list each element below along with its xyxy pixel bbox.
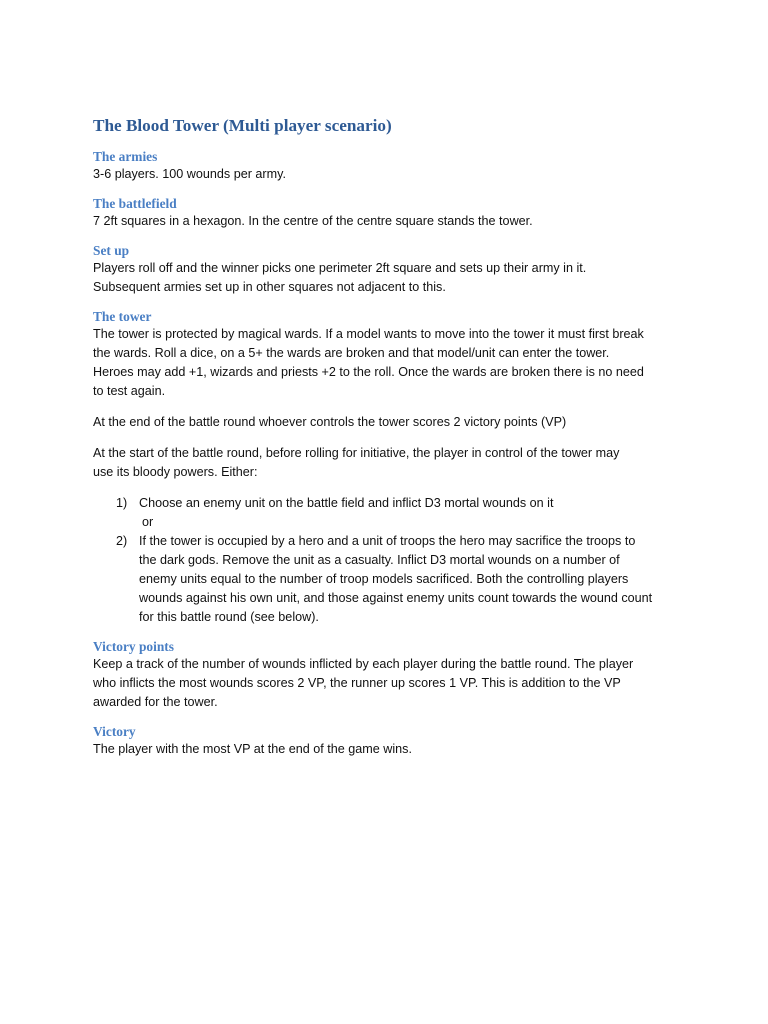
section-heading-setup: Set up [93,243,130,258]
section-heading-victory-points: Victory points [93,639,174,654]
victory-text: The player with the most VP at the end of the game wins. [93,742,412,756]
or-separator [93,513,685,532]
list-item-line: Choose an enemy unit on the battle field and inflict D3 mortal wounds on it [139,496,554,510]
list-item-line: wounds against his own unit, and those against enemy units count towards the wound count [139,591,653,605]
list-item-number: 1) [116,496,128,510]
tower-line: Heroes may add +1, wizards and priests +2 to the roll. Once the wards are broken there is no need [93,365,644,379]
tower-line: The tower is protected by magical wards. If a model wants to move into the tower it must first break [93,327,644,341]
list-item-line: If the tower is occupied by a hero and a unit of troops the hero may sacrifice the troops to [139,534,636,548]
document-title: The Blood Tower (Multi player scenario) [93,116,392,135]
list-item-number: 2) [116,534,128,548]
or-text: or [142,515,154,529]
list-item [93,532,685,627]
section-heading-battlefield: The battlefield [93,196,177,211]
section-victory-points [93,638,685,712]
tower-paragraph-2: At the end of the battle round whoever controls the tower scores 2 victory points (VP) [93,415,567,429]
list-item-line: enemy units equal to the number of troop models sacrificed. Both the controlling players [139,572,629,586]
section-armies [93,148,685,184]
battlefield-text: 7 2ft squares in a hexagon. In the centre of the centre square stands the tower. [93,214,533,228]
setup-line: Subsequent armies set up in other squares not adjacent to this. [93,280,446,294]
section-heading-tower: The tower [93,309,152,324]
tower-line: use its bloody powers. Either: [93,465,258,479]
victory-points-line: awarded for the tower. [93,695,218,709]
tower-line: to test again. [93,384,166,398]
tower-paragraph-1 [93,325,685,401]
document-page [93,114,685,759]
tower-line: At the start of the battle round, before rolling for initiative, the player in control of the tower may [93,446,620,460]
tower-line: the wards. Roll a dice, on a 5+ the wards are broken and that model/unit can enter the tower. [93,346,610,360]
setup-line: Players roll off and the winner picks one perimeter 2ft square and sets up their army in it. [93,261,587,275]
victory-points-line: who inflicts the most wounds scores 2 VP, the runner up scores 1 VP. This is addition to the VP [93,676,621,690]
tower-paragraph-3 [93,444,685,482]
section-victory [93,723,685,759]
list-item-line: for this battle round (see below). [139,610,319,624]
section-setup [93,242,685,297]
section-tower [93,308,685,627]
armies-text: 3-6 players. 100 wounds per army. [93,167,286,181]
section-heading-victory: Victory [93,724,136,739]
tower-options-list [93,494,685,627]
list-item-line: the dark gods. Remove the unit as a casualty. Inflict D3 mortal wounds on a number of [139,553,620,567]
list-item [93,494,685,513]
victory-points-line: Keep a track of the number of wounds inflicted by each player during the battle round. The player [93,657,634,671]
section-battlefield [93,195,685,231]
section-heading-armies: The armies [93,149,158,164]
